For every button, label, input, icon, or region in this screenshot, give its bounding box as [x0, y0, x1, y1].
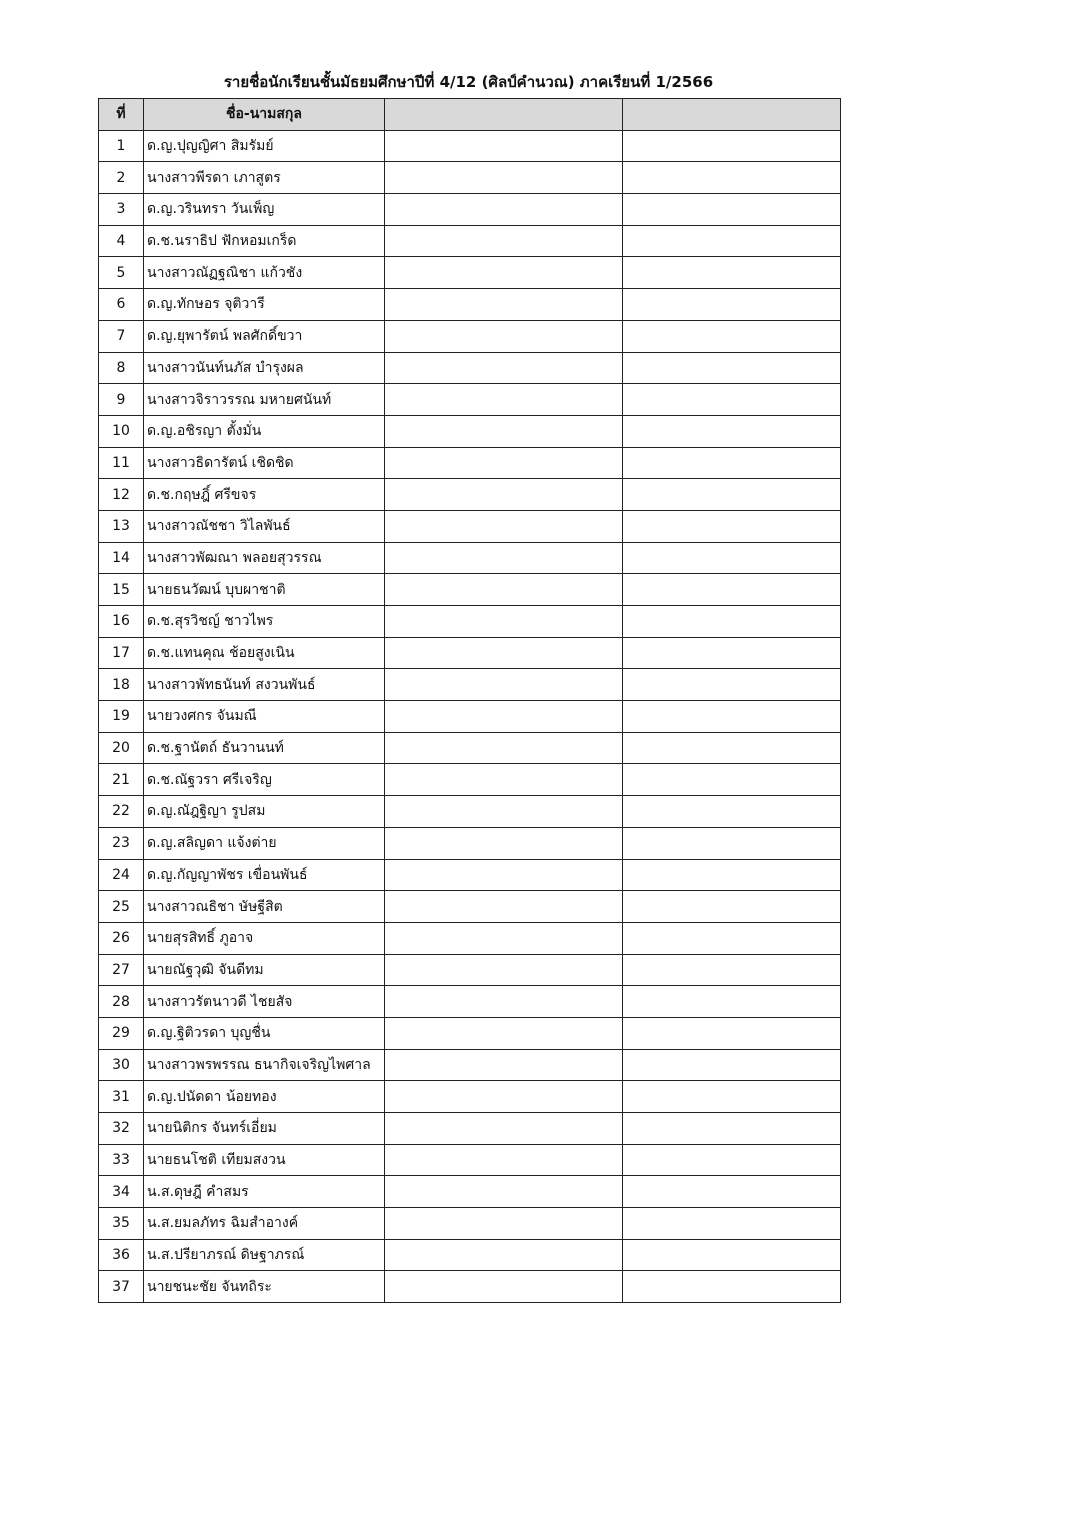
- blank-cell-2: [623, 447, 841, 479]
- student-number: 4: [99, 225, 144, 257]
- table-row: [99, 1239, 841, 1271]
- student-name: นางสาวรัตนาวดี ไชยสัจ: [144, 986, 385, 1018]
- student-name: ด.ช.ฐานัตถ์ ธันวานนท์: [144, 732, 385, 764]
- blank-cell-1: [385, 701, 623, 733]
- student-name: ด.ญ.ยุพารัตน์ พลศักดิ์ขวา: [144, 320, 385, 352]
- blank-cell-1: [385, 194, 623, 226]
- table-row: [99, 796, 841, 828]
- blank-cell-2: [623, 1017, 841, 1049]
- student-name: นายธนวัฒน์ บุบผาชาติ: [144, 574, 385, 606]
- table-row: [99, 1017, 841, 1049]
- student-name: ด.ญ.ปนัดดา น้อยทอง: [144, 1081, 385, 1113]
- student-name: ด.ช.แทนคุณ ช้อยสูงเนิน: [144, 637, 385, 669]
- table-row: [99, 701, 841, 733]
- blank-cell-1: [385, 162, 623, 194]
- student-number: 20: [99, 732, 144, 764]
- student-number: 14: [99, 542, 144, 574]
- student-name: นางสาวนันท์นภัส บำรุงผล: [144, 352, 385, 384]
- table-row: [99, 130, 841, 162]
- student-number: 25: [99, 891, 144, 923]
- header-name: ชื่อ-นามสกุล: [144, 99, 385, 131]
- blank-cell-2: [623, 1081, 841, 1113]
- student-number: 12: [99, 479, 144, 511]
- blank-cell-1: [385, 225, 623, 257]
- student-number: 10: [99, 415, 144, 447]
- table-row: [99, 257, 841, 289]
- blank-cell-2: [623, 542, 841, 574]
- blank-cell-2: [623, 827, 841, 859]
- table-row: [99, 1144, 841, 1176]
- blank-cell-2: [623, 162, 841, 194]
- table-row: [99, 1271, 841, 1303]
- blank-cell-1: [385, 257, 623, 289]
- blank-cell-1: [385, 732, 623, 764]
- table-row: [99, 510, 841, 542]
- student-name: นายวงศกร จันมณี: [144, 701, 385, 733]
- student-number: 7: [99, 320, 144, 352]
- student-name: ด.ญ.อชิรญา ตั้งมั่น: [144, 415, 385, 447]
- blank-cell-1: [385, 415, 623, 447]
- student-number: 15: [99, 574, 144, 606]
- blank-cell-1: [385, 827, 623, 859]
- table-row: [99, 447, 841, 479]
- student-name: ด.ญ.กัญญาพัชร เขื่อนพันธ์: [144, 859, 385, 891]
- student-number: 21: [99, 764, 144, 796]
- table-row: [99, 1113, 841, 1145]
- student-number: 36: [99, 1239, 144, 1271]
- table-row: [99, 289, 841, 321]
- blank-cell-1: [385, 352, 623, 384]
- blank-cell-1: [385, 1049, 623, 1081]
- student-number: 31: [99, 1081, 144, 1113]
- blank-cell-1: [385, 1176, 623, 1208]
- student-number: 35: [99, 1208, 144, 1240]
- student-number: 16: [99, 606, 144, 638]
- student-name: นายนิติกร จันทร์เอี่ยม: [144, 1113, 385, 1145]
- student-number: 30: [99, 1049, 144, 1081]
- blank-cell-2: [623, 732, 841, 764]
- table-row: [99, 764, 841, 796]
- table-row: [99, 1081, 841, 1113]
- student-number: 26: [99, 922, 144, 954]
- table-row: [99, 542, 841, 574]
- student-number: 19: [99, 701, 144, 733]
- table-row: [99, 225, 841, 257]
- student-number: 29: [99, 1017, 144, 1049]
- student-name: นางสาวธิดารัตน์ เชิดชิด: [144, 447, 385, 479]
- document-title: รายชื่อนักเรียนชั้นมัธยมศึกษาปีที่ 4/12 (ศิลป์คำนวณ) ภาคเรียนที่ 1/2566: [223, 73, 714, 91]
- blank-cell-1: [385, 289, 623, 321]
- student-number: 17: [99, 637, 144, 669]
- student-number: 23: [99, 827, 144, 859]
- student-name: ด.ญ.ณัฎฐิญา รูปสม: [144, 796, 385, 828]
- roster-body: [99, 130, 841, 1302]
- blank-cell-1: [385, 1271, 623, 1303]
- blank-cell-2: [623, 1113, 841, 1145]
- blank-cell-1: [385, 542, 623, 574]
- student-name: นางสาวพรพรรณ ธนากิจเจริญไพศาล: [144, 1049, 385, 1081]
- table-row: [99, 986, 841, 1018]
- blank-cell-1: [385, 606, 623, 638]
- student-name: นางสาวพัฒณา พลอยสุวรรณ: [144, 542, 385, 574]
- blank-cell-2: [623, 194, 841, 226]
- blank-cell-2: [623, 701, 841, 733]
- blank-cell-2: [623, 922, 841, 954]
- blank-cell-2: [623, 764, 841, 796]
- blank-cell-1: [385, 922, 623, 954]
- student-name: นายธนโชติ เทียมสงวน: [144, 1144, 385, 1176]
- student-number: 18: [99, 669, 144, 701]
- blank-cell-2: [623, 606, 841, 638]
- blank-cell-2: [623, 954, 841, 986]
- student-name: ด.ญ.ปุญญิศา สิมรัมย์: [144, 130, 385, 162]
- blank-cell-1: [385, 479, 623, 511]
- blank-cell-1: [385, 510, 623, 542]
- blank-cell-2: [623, 225, 841, 257]
- table-row: [99, 574, 841, 606]
- blank-cell-2: [623, 1271, 841, 1303]
- table-row: [99, 162, 841, 194]
- student-name: นายสุรสิทธิ์ ภูอาจ: [144, 922, 385, 954]
- table-row: [99, 479, 841, 511]
- student-number: 34: [99, 1176, 144, 1208]
- student-name: น.ส.ยมลภัทร ฉิมสำอางค์: [144, 1208, 385, 1240]
- table-row: [99, 922, 841, 954]
- blank-cell-1: [385, 764, 623, 796]
- blank-cell-2: [623, 1144, 841, 1176]
- table-row: [99, 194, 841, 226]
- table-row: [99, 1049, 841, 1081]
- blank-cell-1: [385, 1144, 623, 1176]
- header-blank-2: [623, 99, 841, 131]
- student-number: 37: [99, 1271, 144, 1303]
- student-roster-table: [98, 98, 841, 1303]
- student-name: ด.ช.กฤษฎิ์ ศรีขจร: [144, 479, 385, 511]
- header-blank-1: [385, 99, 623, 131]
- blank-cell-1: [385, 637, 623, 669]
- student-name: นางสาวณัฏฐณิชา แก้วชัง: [144, 257, 385, 289]
- table-row: [99, 732, 841, 764]
- table-row: [99, 891, 841, 923]
- blank-cell-1: [385, 130, 623, 162]
- blank-cell-2: [623, 384, 841, 416]
- blank-cell-2: [623, 796, 841, 828]
- blank-cell-1: [385, 1208, 623, 1240]
- blank-cell-2: [623, 257, 841, 289]
- student-name: นางสาวณธิชา ษัษฐีสิต: [144, 891, 385, 923]
- student-number: 5: [99, 257, 144, 289]
- student-name: ด.ญ.ทักษอร จุติวารี: [144, 289, 385, 321]
- student-number: 22: [99, 796, 144, 828]
- student-number: 13: [99, 510, 144, 542]
- student-number: 6: [99, 289, 144, 321]
- blank-cell-1: [385, 796, 623, 828]
- table-header-row: [99, 99, 841, 131]
- header-number: ที่: [99, 99, 144, 131]
- student-name: นายณัฐวุฒิ จันดีทม: [144, 954, 385, 986]
- blank-cell-2: [623, 574, 841, 606]
- table-row: [99, 637, 841, 669]
- blank-cell-1: [385, 320, 623, 352]
- table-row: [99, 1208, 841, 1240]
- student-name: นางสาวจิราวรรณ มหายศนันท์: [144, 384, 385, 416]
- student-number: 33: [99, 1144, 144, 1176]
- table-row: [99, 827, 841, 859]
- student-name: นางสาวพีรดา เภาสูตร: [144, 162, 385, 194]
- table-row: [99, 669, 841, 701]
- student-name: น.ส.ดุษฎี คำสมร: [144, 1176, 385, 1208]
- table-row: [99, 1176, 841, 1208]
- blank-cell-2: [623, 1176, 841, 1208]
- blank-cell-1: [385, 1239, 623, 1271]
- student-name: นางสาวณัชชา วิไลพันธ์: [144, 510, 385, 542]
- blank-cell-2: [623, 859, 841, 891]
- student-name: นายชนะชัย จันทถิระ: [144, 1271, 385, 1303]
- student-number: 1: [99, 130, 144, 162]
- blank-cell-2: [623, 637, 841, 669]
- blank-cell-2: [623, 320, 841, 352]
- blank-cell-1: [385, 574, 623, 606]
- student-name: ด.ช.ณัฐวรา ศรีเจริญ: [144, 764, 385, 796]
- blank-cell-1: [385, 954, 623, 986]
- table-row: [99, 320, 841, 352]
- table-row: [99, 954, 841, 986]
- student-name: ด.ช.นราธิป ฟักหอมเกร็ด: [144, 225, 385, 257]
- student-name: ด.ญ.ฐิติวรดา บุญชื่น: [144, 1017, 385, 1049]
- blank-cell-1: [385, 1081, 623, 1113]
- blank-cell-1: [385, 859, 623, 891]
- student-number: 8: [99, 352, 144, 384]
- blank-cell-2: [623, 669, 841, 701]
- blank-cell-2: [623, 986, 841, 1018]
- table-row: [99, 384, 841, 416]
- student-name: ด.ญ.วรินทรา วันเพ็ญ: [144, 194, 385, 226]
- blank-cell-2: [623, 352, 841, 384]
- student-number: 11: [99, 447, 144, 479]
- student-number: 28: [99, 986, 144, 1018]
- table-row: [99, 352, 841, 384]
- blank-cell-2: [623, 510, 841, 542]
- blank-cell-1: [385, 891, 623, 923]
- blank-cell-2: [623, 891, 841, 923]
- blank-cell-2: [623, 1049, 841, 1081]
- student-number: 32: [99, 1113, 144, 1145]
- blank-cell-1: [385, 447, 623, 479]
- blank-cell-2: [623, 1239, 841, 1271]
- blank-cell-1: [385, 384, 623, 416]
- blank-cell-2: [623, 289, 841, 321]
- table-row: [99, 606, 841, 638]
- blank-cell-1: [385, 986, 623, 1018]
- blank-cell-2: [623, 415, 841, 447]
- student-name: น.ส.ปรียาภรณ์ ดิษฐาภรณ์: [144, 1239, 385, 1271]
- student-number: 2: [99, 162, 144, 194]
- student-name: นางสาวพัทธนันท์ สงวนพันธ์: [144, 669, 385, 701]
- blank-cell-1: [385, 1113, 623, 1145]
- student-number: 24: [99, 859, 144, 891]
- blank-cell-1: [385, 669, 623, 701]
- blank-cell-2: [623, 130, 841, 162]
- blank-cell-2: [623, 1208, 841, 1240]
- table-row: [99, 415, 841, 447]
- student-name: ด.ญ.สลิญดา แจ้งต่าย: [144, 827, 385, 859]
- student-number: 27: [99, 954, 144, 986]
- student-name: ด.ช.สุรวิชญ์ ชาวไพร: [144, 606, 385, 638]
- table-row: [99, 859, 841, 891]
- student-number: 9: [99, 384, 144, 416]
- blank-cell-1: [385, 1017, 623, 1049]
- student-number: 3: [99, 194, 144, 226]
- blank-cell-2: [623, 479, 841, 511]
